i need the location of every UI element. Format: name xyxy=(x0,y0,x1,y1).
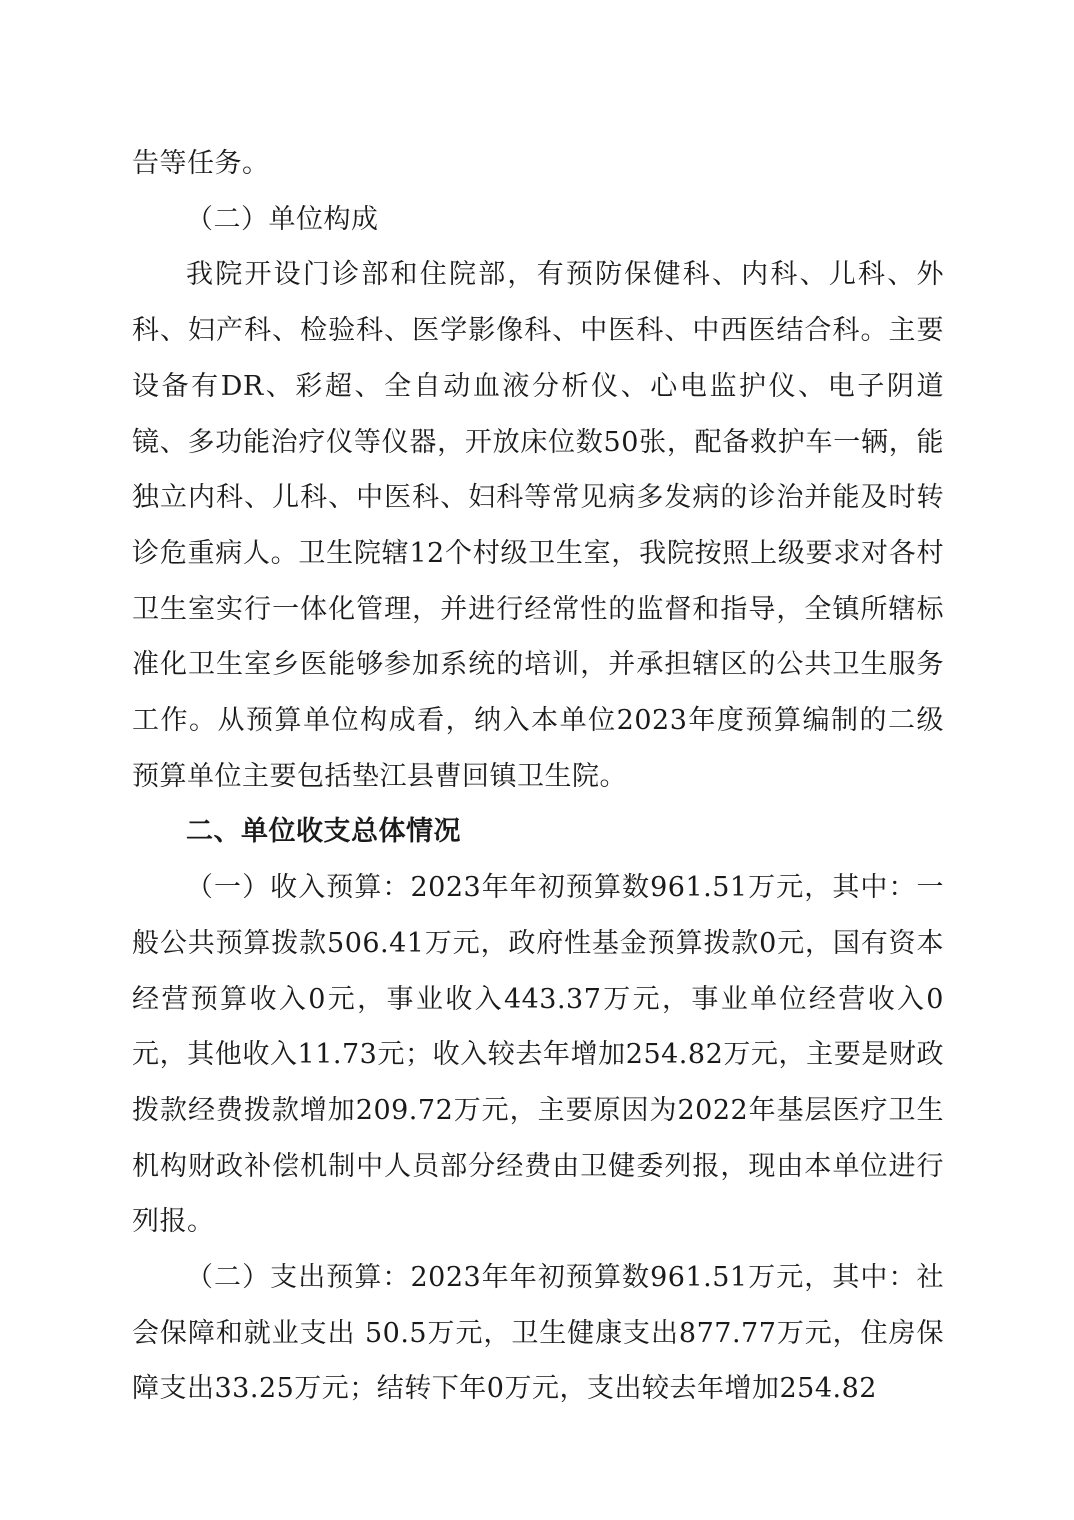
subsection-heading-unit-composition: （二）单位构成 xyxy=(186,203,379,235)
paragraph-expenditure-budget: （二）支出预算：2023年年初预算数961.51万元，其中：社会保障和就业支出 50.5万元，卫生健康支出877.77万元，住房保障支出33.25万元；结转下年0万元，支出较去年增加254.82 xyxy=(132,1262,944,1405)
paragraph-income-budget: （一）收入预算：2023年年初预算数961.51万元，其中：一般公共预算拨款506.41万元，政府性基金预算拨款0元，国有资本经营预算收入0元，事业收入443.37万元，事业单位经营收入0元，其他收入11.73元；收入较去年增加254.82万元，主要是财政拨款经费拨款增加209.72万元，主要原因为2022年基层医疗卫生机构财政补偿机制中人员部分经费由卫健委列报，现由本单位进行列报。 xyxy=(132,872,944,1238)
document-body xyxy=(132,136,944,1417)
paragraph-continuation: 告等任务。 xyxy=(132,148,270,179)
section-heading-budget-overview: 二、单位收支总体情况 xyxy=(186,816,461,848)
paragraph-unit-composition: 我院开设门诊部和住院部，有预防保健科、内科、儿科、外科、妇产科、检验科、医学影像科、中医科、中西医结合科。主要设备有DR、彩超、全自动血液分析仪、心电监护仪、电子阴道镜、多功能治疗仪等仪器，开放床位数50张，配备救护车一辆，能独立内科、儿科、中医科、妇科等常见病多发病的诊治并能及时转诊危重病人。卫生院辖12个村级卫生室，我院按照上级要求对各村卫生室实行一体化管理，并进行经常性的监督和指导，全镇所辖标准化卫生室乡医能够参加系统的培训，并承担辖区的公共卫生服务工作。从预算单位构成看，纳入本单位2023年度预算编制的二级预算单位主要包括垫江县曹回镇卫生院。 xyxy=(132,259,944,792)
